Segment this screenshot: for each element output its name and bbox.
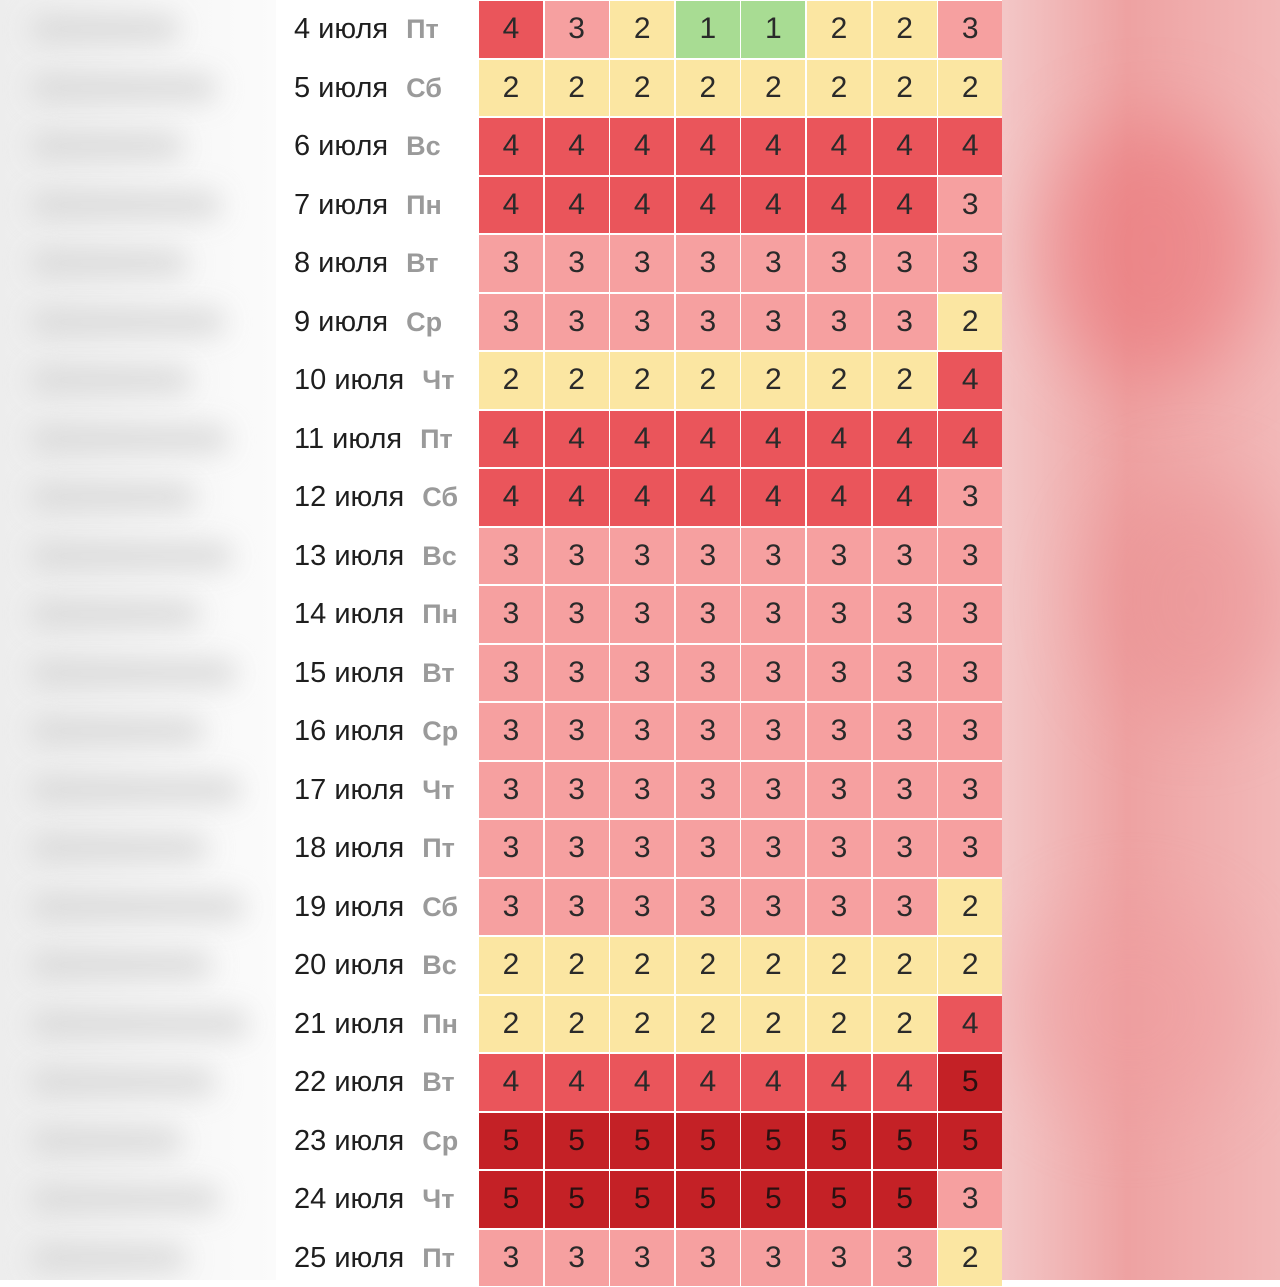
heatmap-cell: 2 — [676, 937, 740, 994]
row-date-label: 5 июля — [294, 59, 388, 118]
row-weekday-label: Ср — [422, 702, 458, 761]
heatmap-cell: 4 — [873, 1054, 937, 1111]
heatmap-cell: 5 — [873, 1113, 937, 1170]
row-weekday-label: Вт — [406, 234, 438, 293]
heatmap-cell: 2 — [741, 60, 805, 117]
heatmap-cell: 3 — [610, 294, 674, 351]
heatmap-cell: 3 — [807, 294, 871, 351]
heatmap-cell: 3 — [610, 879, 674, 936]
heatmap-cell: 4 — [807, 1054, 871, 1111]
blurred-right-background — [1002, 0, 1280, 1280]
row-date-label: 4 июля — [294, 0, 388, 59]
heatmap-cell: 3 — [610, 762, 674, 819]
blurred-text-smear — [30, 309, 225, 335]
heatmap-row — [276, 468, 1002, 527]
blurred-text-smear — [30, 1186, 220, 1212]
row-weekday-label: Сб — [406, 59, 442, 118]
heatmap-row — [276, 585, 1002, 644]
heatmap-cell: 2 — [873, 1, 937, 58]
heatmap-row — [276, 878, 1002, 937]
heatmap-cell: 2 — [741, 352, 805, 409]
heatmap-cell: 4 — [479, 118, 543, 175]
heatmap-cell: 3 — [807, 645, 871, 702]
row-date-label: 25 июля — [294, 1229, 404, 1287]
heatmap-row — [276, 702, 1002, 761]
heatmap-cell: 3 — [807, 703, 871, 760]
heatmap-cell: 3 — [741, 528, 805, 585]
heatmap-cell: 3 — [807, 235, 871, 292]
heatmap-cell: 3 — [676, 294, 740, 351]
heatmap-row — [276, 1229, 1002, 1287]
heatmap-cell: 2 — [610, 352, 674, 409]
heatmap-cell: 4 — [479, 1, 543, 58]
blurred-text-smear — [30, 777, 241, 803]
heatmap-cell: 3 — [610, 586, 674, 643]
heatmap-cell: 2 — [479, 60, 543, 117]
heatmap-cell: 4 — [610, 177, 674, 234]
heatmap-cell: 2 — [873, 60, 937, 117]
heatmap-cell: 2 — [545, 937, 609, 994]
row-date-label: 12 июля — [294, 468, 404, 527]
heatmap-cell: 2 — [741, 937, 805, 994]
heatmap-cell: 3 — [545, 645, 609, 702]
heatmap-cell: 3 — [741, 879, 805, 936]
heatmap-cell: 3 — [545, 586, 609, 643]
row-weekday-label: Ср — [406, 293, 442, 352]
heatmap-cell: 4 — [479, 411, 543, 468]
heatmap-cell: 3 — [938, 645, 1002, 702]
blurred-text-smear — [30, 192, 221, 218]
blurred-text-smear — [30, 1069, 216, 1095]
heatmap-cell: 4 — [610, 469, 674, 526]
heatmap-cell: 4 — [479, 469, 543, 526]
row-weekday-label: Пт — [406, 0, 439, 59]
row-weekday-label: Вс — [422, 936, 457, 995]
heatmap-row — [276, 234, 1002, 293]
blurred-text-smear — [30, 16, 180, 42]
heatmap-cell: 3 — [610, 820, 674, 877]
heatmap-cell: 4 — [741, 177, 805, 234]
heatmap-cell: 2 — [545, 996, 609, 1053]
heatmap-cell: 2 — [610, 996, 674, 1053]
row-weekday-label: Пн — [422, 585, 458, 644]
heatmap-cell: 3 — [545, 1, 609, 58]
row-date-label: 23 июля — [294, 1112, 404, 1171]
heatmap-cell: 2 — [807, 996, 871, 1053]
heatmap-cell: 5 — [938, 1113, 1002, 1170]
heatmap-cell: 4 — [938, 411, 1002, 468]
blurred-text-smear — [30, 835, 208, 861]
heatmap-cell: 3 — [873, 703, 937, 760]
heatmap-cell: 4 — [676, 118, 740, 175]
heatmap-cell: 2 — [873, 937, 937, 994]
heatmap-cell: 4 — [741, 469, 805, 526]
heatmap-cell: 2 — [741, 996, 805, 1053]
blurred-text-smear — [30, 367, 192, 393]
heatmap-cell: 3 — [938, 703, 1002, 760]
row-weekday-label: Вт — [422, 644, 454, 703]
blurred-text-smear — [30, 601, 200, 627]
heatmap-cell: 3 — [807, 879, 871, 936]
heatmap-cell: 3 — [610, 528, 674, 585]
heatmap-cell: 4 — [545, 469, 609, 526]
heatmap-cell: 4 — [938, 118, 1002, 175]
blurred-text-smear — [30, 250, 188, 276]
heatmap-cell: 5 — [479, 1113, 543, 1170]
heatmap-cell: 3 — [479, 762, 543, 819]
row-weekday-label: Пт — [420, 410, 453, 469]
blurred-text-smear — [30, 133, 184, 159]
heatmap-cell: 5 — [676, 1171, 740, 1228]
heatmap-cell: 1 — [676, 1, 740, 58]
heatmap-cell: 3 — [545, 703, 609, 760]
heatmap-cell: 2 — [610, 60, 674, 117]
heatmap-cell: 3 — [676, 586, 740, 643]
blurred-text-smear — [30, 1011, 249, 1037]
heatmap-cell: 3 — [479, 820, 543, 877]
row-date-label: 24 июля — [294, 1170, 404, 1229]
heatmap-cell: 3 — [938, 762, 1002, 819]
heatmap-row — [276, 0, 1002, 59]
row-weekday-label: Пн — [406, 176, 442, 235]
heatmap-cell: 2 — [545, 60, 609, 117]
blurred-text-smear — [30, 426, 229, 452]
heatmap-cell: 3 — [873, 586, 937, 643]
heatmap-cell: 2 — [610, 1, 674, 58]
heatmap-cell: 4 — [676, 469, 740, 526]
heatmap-row — [276, 644, 1002, 703]
heatmap-cell: 3 — [873, 879, 937, 936]
blurred-text-smear — [30, 660, 237, 686]
heatmap-row — [276, 995, 1002, 1054]
heatmap-cell: 3 — [873, 1230, 937, 1287]
heatmap-row — [276, 819, 1002, 878]
row-date-label: 9 июля — [294, 293, 388, 352]
heatmap-row — [276, 761, 1002, 820]
heatmap-cell: 3 — [938, 177, 1002, 234]
heatmap-cell: 5 — [479, 1171, 543, 1228]
heatmap-cell: 4 — [610, 1054, 674, 1111]
heatmap-cell: 3 — [873, 762, 937, 819]
row-date-label: 7 июля — [294, 176, 388, 235]
heatmap-cell: 5 — [610, 1113, 674, 1170]
heatmap-cell: 3 — [938, 469, 1002, 526]
blurred-text-smear — [30, 1128, 183, 1154]
heatmap-cell: 3 — [676, 645, 740, 702]
row-weekday-label: Вс — [406, 117, 441, 176]
heatmap-cell: 3 — [479, 703, 543, 760]
row-date-label: 6 июля — [294, 117, 388, 176]
heatmap-cell: 4 — [873, 118, 937, 175]
heatmap-cell: 3 — [873, 294, 937, 351]
heatmap-cell: 4 — [807, 411, 871, 468]
heatmap-cell: 3 — [741, 1230, 805, 1287]
heatmap-cell: 4 — [545, 118, 609, 175]
heatmap-cell: 3 — [479, 294, 543, 351]
heatmap-cell: 2 — [938, 60, 1002, 117]
blurred-text-smear — [30, 952, 212, 978]
heatmap-cell: 2 — [938, 937, 1002, 994]
row-date-label: 17 июля — [294, 761, 404, 820]
heatmap-cell: 3 — [938, 1, 1002, 58]
heatmap-cell: 4 — [610, 118, 674, 175]
heatmap-cell: 3 — [741, 820, 805, 877]
heatmap-panel — [276, 0, 1002, 1280]
heatmap-cell: 3 — [873, 528, 937, 585]
heatmap-row — [276, 351, 1002, 410]
blurred-text-smear — [30, 543, 233, 569]
heatmap-cell: 3 — [479, 645, 543, 702]
heatmap-cell: 3 — [676, 235, 740, 292]
heatmap-cell: 2 — [545, 352, 609, 409]
heatmap-cell: 5 — [545, 1171, 609, 1228]
heatmap-cell: 3 — [807, 1230, 871, 1287]
heatmap-cell: 3 — [873, 235, 937, 292]
heatmap-cell: 5 — [545, 1113, 609, 1170]
blurred-text-smear — [30, 718, 204, 744]
heatmap-row — [276, 1053, 1002, 1112]
blurred-text-smear — [30, 75, 217, 101]
heatmap-cell: 3 — [741, 762, 805, 819]
heatmap-cell: 3 — [938, 528, 1002, 585]
heatmap-cell: 3 — [676, 762, 740, 819]
row-weekday-label: Пт — [422, 819, 455, 878]
heatmap-cell: 2 — [938, 879, 1002, 936]
row-weekday-label: Сб — [422, 878, 458, 937]
row-weekday-label: Ср — [422, 1112, 458, 1171]
heatmap-cell: 2 — [938, 1230, 1002, 1287]
heatmap-cell: 3 — [873, 820, 937, 877]
heatmap-cell: 3 — [807, 528, 871, 585]
row-date-label: 13 июля — [294, 527, 404, 586]
blurred-text-smear — [30, 894, 245, 920]
heatmap-cell: 4 — [545, 411, 609, 468]
heatmap-cell: 4 — [676, 1054, 740, 1111]
heatmap-cell: 3 — [479, 528, 543, 585]
row-weekday-label: Сб — [422, 468, 458, 527]
heatmap-cell: 4 — [807, 177, 871, 234]
heatmap-cell: 4 — [610, 411, 674, 468]
heatmap-cell: 5 — [807, 1171, 871, 1228]
heatmap-cell: 3 — [676, 528, 740, 585]
heatmap-cell: 4 — [741, 1054, 805, 1111]
heatmap-cell: 3 — [545, 235, 609, 292]
heatmap-cell: 3 — [676, 879, 740, 936]
row-weekday-label: Вт — [422, 1053, 454, 1112]
row-weekday-label: Пт — [422, 1229, 455, 1287]
heatmap-cell: 4 — [741, 118, 805, 175]
heatmap-cell: 3 — [873, 645, 937, 702]
heatmap-cell: 5 — [873, 1171, 937, 1228]
heatmap-cell: 3 — [938, 235, 1002, 292]
heatmap-cell: 2 — [807, 352, 871, 409]
heatmap-cell: 3 — [479, 586, 543, 643]
heatmap-cell: 3 — [479, 1230, 543, 1287]
heatmap-row — [276, 59, 1002, 118]
heatmap-cell: 2 — [873, 996, 937, 1053]
row-weekday-label: Чт — [422, 1170, 454, 1229]
row-date-label: 15 июля — [294, 644, 404, 703]
row-weekday-label: Чт — [422, 351, 454, 410]
heatmap-cell: 3 — [545, 1230, 609, 1287]
row-date-label: 21 июля — [294, 995, 404, 1054]
heatmap-cell: 3 — [676, 820, 740, 877]
row-date-label: 14 июля — [294, 585, 404, 644]
heatmap-cell: 4 — [545, 1054, 609, 1111]
row-weekday-label: Чт — [422, 761, 454, 820]
heatmap-cell: 3 — [610, 703, 674, 760]
heatmap-cell: 3 — [741, 703, 805, 760]
heatmap-cell: 2 — [938, 294, 1002, 351]
heatmap-cell: 2 — [610, 937, 674, 994]
heatmap-cell: 2 — [479, 937, 543, 994]
heatmap-cell: 3 — [741, 586, 805, 643]
heatmap-cell: 2 — [807, 937, 871, 994]
heatmap-row — [276, 1112, 1002, 1171]
heatmap-row — [276, 410, 1002, 469]
heatmap-cell: 4 — [807, 118, 871, 175]
heatmap-row — [276, 293, 1002, 352]
heatmap-cell: 3 — [676, 1230, 740, 1287]
heatmap-row — [276, 1170, 1002, 1229]
row-weekday-label: Пн — [422, 995, 458, 1054]
heatmap-cell: 3 — [938, 586, 1002, 643]
heatmap-cell: 2 — [807, 60, 871, 117]
heatmap-cell: 4 — [479, 1054, 543, 1111]
heatmap-cell: 3 — [938, 820, 1002, 877]
heatmap-cell: 3 — [545, 879, 609, 936]
row-date-label: 10 июля — [294, 351, 404, 410]
heatmap-cell: 3 — [741, 645, 805, 702]
heatmap-cell: 3 — [807, 820, 871, 877]
heatmap-cell: 4 — [741, 411, 805, 468]
heatmap-cell: 4 — [938, 352, 1002, 409]
heatmap-cell: 4 — [545, 177, 609, 234]
row-date-label: 22 июля — [294, 1053, 404, 1112]
heatmap-cell: 3 — [545, 820, 609, 877]
heatmap-cell: 5 — [676, 1113, 740, 1170]
heatmap-cell: 3 — [676, 703, 740, 760]
heatmap-cell: 4 — [479, 177, 543, 234]
row-date-label: 8 июля — [294, 234, 388, 293]
heatmap-cell: 5 — [610, 1171, 674, 1228]
heatmap-cell: 3 — [610, 645, 674, 702]
heatmap-row — [276, 117, 1002, 176]
heatmap-cell: 3 — [807, 762, 871, 819]
row-weekday-label: Вс — [422, 527, 457, 586]
heatmap-cell: 3 — [741, 235, 805, 292]
heatmap-row — [276, 176, 1002, 235]
heatmap-row — [276, 936, 1002, 995]
row-date-label: 19 июля — [294, 878, 404, 937]
heatmap-cell: 5 — [938, 1054, 1002, 1111]
heatmap-cell: 5 — [807, 1113, 871, 1170]
heatmap-cell: 3 — [610, 235, 674, 292]
heatmap-cell: 4 — [873, 411, 937, 468]
heatmap-cell: 1 — [741, 1, 805, 58]
heatmap-cell: 2 — [676, 996, 740, 1053]
blurred-left-background — [0, 0, 276, 1280]
heatmap-cell: 3 — [807, 586, 871, 643]
heatmap-cell: 4 — [873, 469, 937, 526]
row-date-label: 18 июля — [294, 819, 404, 878]
heatmap-row — [276, 527, 1002, 586]
heatmap-cell: 3 — [545, 528, 609, 585]
heatmap-cell: 5 — [741, 1171, 805, 1228]
heatmap-cell: 3 — [479, 879, 543, 936]
heatmap-cell: 4 — [807, 469, 871, 526]
heatmap-cell: 4 — [938, 996, 1002, 1053]
heatmap-cell: 2 — [676, 352, 740, 409]
heatmap-cell: 3 — [479, 235, 543, 292]
heatmap-cell: 4 — [676, 411, 740, 468]
heatmap-cell: 2 — [479, 996, 543, 1053]
heatmap-cell: 3 — [741, 294, 805, 351]
heatmap-cell: 2 — [479, 352, 543, 409]
heatmap-cell: 3 — [938, 1171, 1002, 1228]
heatmap-cell: 4 — [873, 177, 937, 234]
row-date-label: 20 июля — [294, 936, 404, 995]
heatmap-cell: 3 — [545, 762, 609, 819]
blurred-text-smear — [30, 484, 196, 510]
blurred-text-smear — [30, 1245, 187, 1271]
heatmap-cell: 3 — [610, 1230, 674, 1287]
heatmap-cell: 5 — [741, 1113, 805, 1170]
heatmap-cell: 2 — [807, 1, 871, 58]
heatmap-cell: 2 — [873, 352, 937, 409]
heatmap-cell: 3 — [545, 294, 609, 351]
heatmap-cell: 4 — [676, 177, 740, 234]
row-date-label: 11 июля — [294, 410, 402, 469]
heatmap-cell: 2 — [676, 60, 740, 117]
row-date-label: 16 июля — [294, 702, 404, 761]
